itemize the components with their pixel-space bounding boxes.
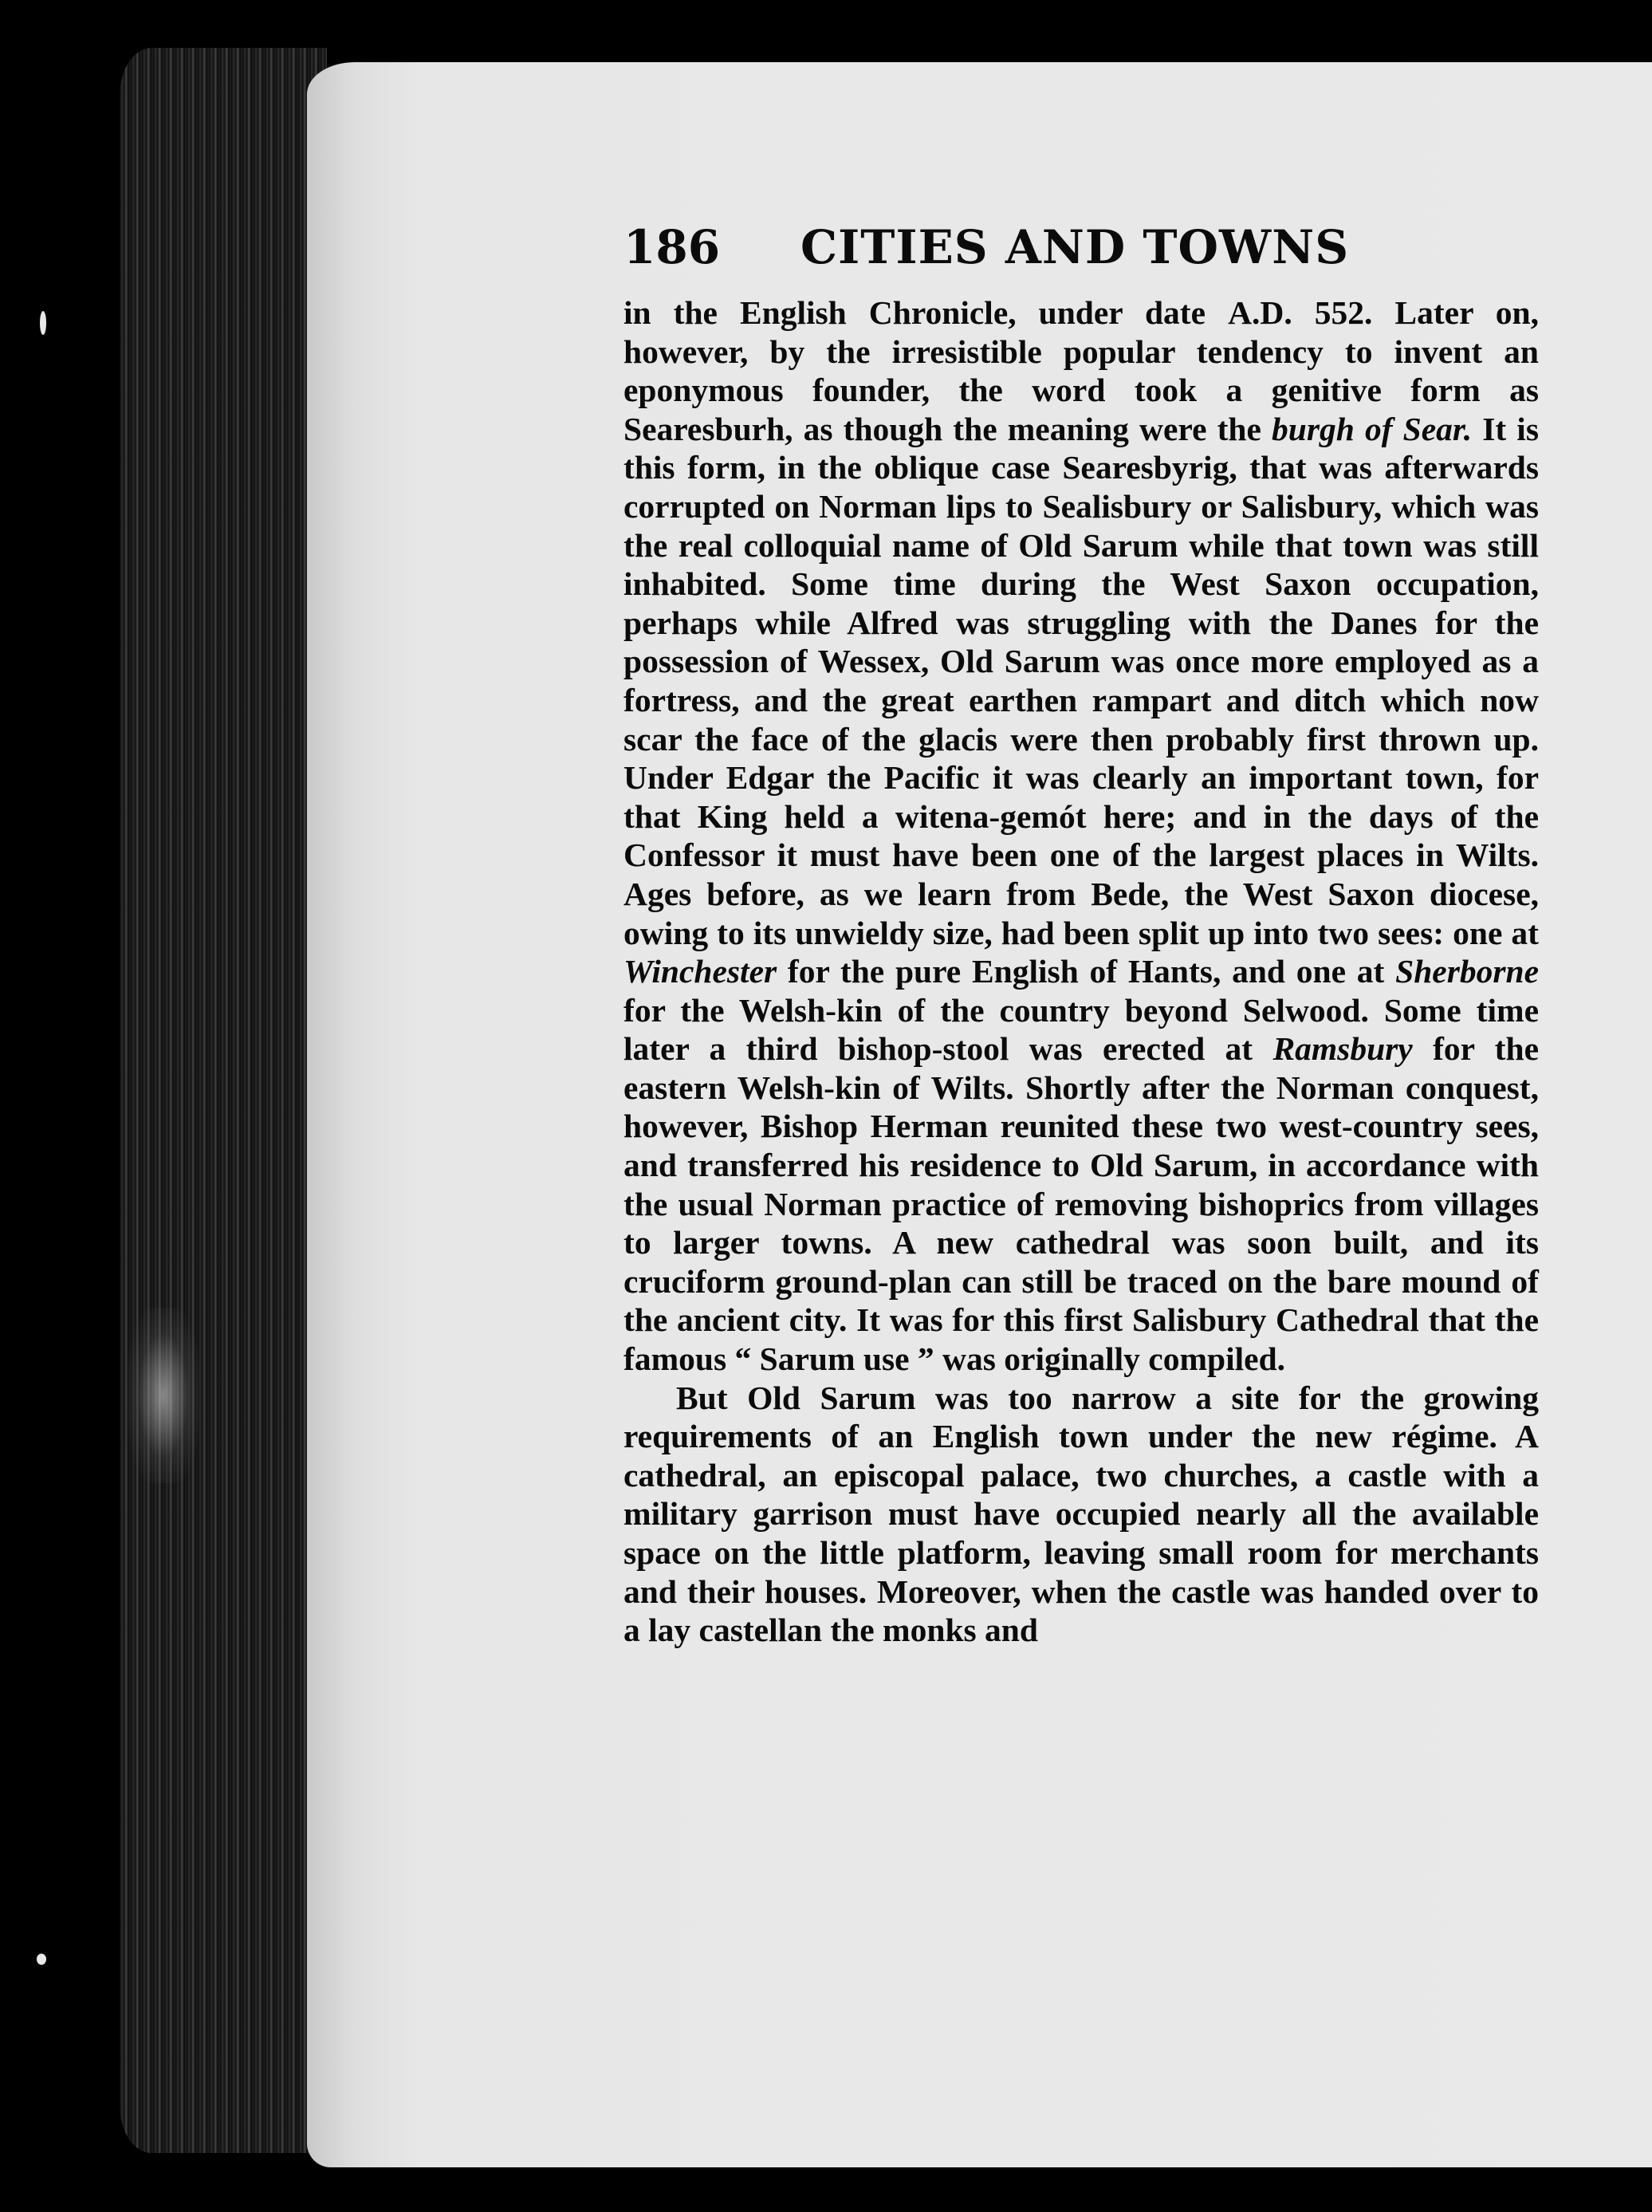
italic-place-name: Ramsbury	[1272, 1030, 1413, 1068]
scan-speck	[37, 1954, 46, 1965]
italic-place-name: Sherborne	[1395, 953, 1539, 990]
book-spine-edge	[120, 48, 327, 2153]
paragraph-2: But Old Sarum was too narrow a site for the growing requirements of an English town under the new régime. A cathedral, an episcopal palace, two churches, a castle with a military garrison must have occupied nearly all the available space on the little platform, leaving small room for merchants and their houses. Moreover, when the castle was handed over to a lay castellan the monks and	[623, 1379, 1539, 1649]
body-text	[623, 293, 1539, 1650]
text-run: 552. Later on, however, by the irresistible popular tendency to invent an eponymous founder, the word took a genitive form as Searesburh, as though the meaning were the	[623, 294, 1539, 447]
text-run: in the English Chronicle, under date	[623, 294, 1229, 331]
edge-glare	[128, 1308, 199, 1483]
scan-speck	[40, 311, 46, 335]
running-title: CITIES AND TOWNS	[800, 220, 1350, 274]
era-abbreviation: A.D.	[1228, 294, 1292, 331]
text-run: It is this form, in the oblique case Searesbyrig, that was afterwards corrupted on Norman lips to Sealisbury or Salisbury, which was the real colloquial name of Old Sarum while that town was still inhabited. Some time during the West Saxon occupation, perhaps while Alfred was struggling with the Danes for the possession of Wessex, Old Sarum was once more employed as a fortress, and the great earthen rampart and ditch which now scar the face of the glacis were then probably first thrown up. Under Edgar the Pacific it was clearly an important town, for that King held a witena-gemót here; and in the days of the Confessor it must have been one of the largest places in Wilts. Ages before, as we learn from Bede, the West Saxon diocese, owing to its unwieldy size, had been split up into two sees: one at	[623, 410, 1539, 951]
text-run: for the eastern Welsh-kin of Wilts. Shortly after the Norman conquest, however, Bishop Herman reunited these two west-country sees, and transferred his residence to Old Sarum, in accordance with the usual Norman practice of removing bishoprics from villages to larger towns. A new cathedral was soon built, and its cruciform ground-plan can still be traced on the bare mound of the ancient city. It was for this first Salisbury Cathedral that the famous “ Sarum use ” was originally compiled.	[623, 1030, 1539, 1378]
text-run: for the pure English of Hants, and one at	[777, 953, 1396, 990]
italic-phrase: burgh of Sear.	[1272, 410, 1473, 447]
page-header	[623, 215, 1532, 279]
italic-place-name: Winchester	[623, 953, 777, 990]
paragraph-1	[623, 293, 1539, 1379]
page-number: 186	[623, 220, 721, 274]
text-run: for the Welsh-kin of the country beyond Selwood. Some time later a third bishop-stool was erected at	[623, 991, 1539, 1068]
